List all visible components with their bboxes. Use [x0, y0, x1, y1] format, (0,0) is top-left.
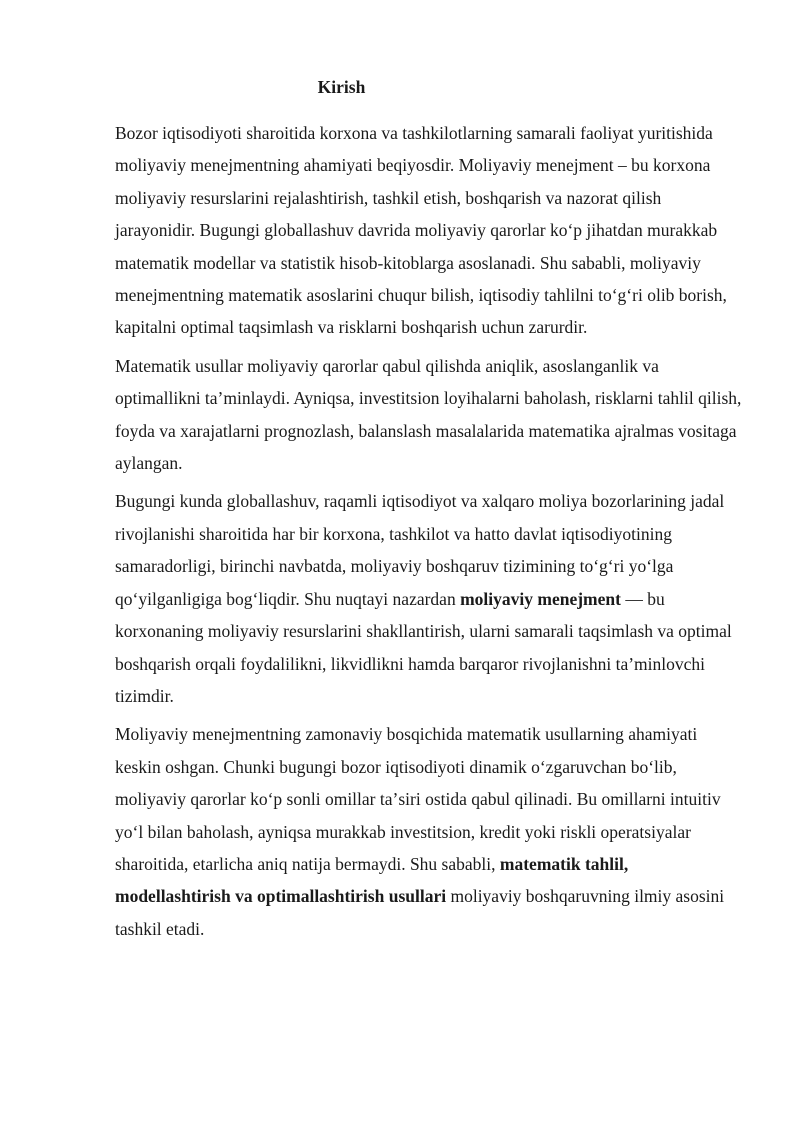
paragraph-globalization: [115, 485, 745, 712]
paragraph-text: Moliyaviy menejmentning zamonaviy bosqichida matematik usullarning ahamiyati keskin oshgan. Chunki bugungi bozor iqtisodiyoti dinamik oʻzgaruvchan boʻlib, moliyaviy qarorlar koʻp sonli omillar taʼsiri ostida qabul qilinadi. Bu omillarni intuitiv yoʻl bilan baholash, ayniqsa murakkab investitsion, kredit yoki riskli operatsiyalar sharoitida, etarlicha aniq natija bermaydi. Shu sababli,: [115, 724, 721, 874]
paragraph-text: Bugungi kunda globallashuv, raqamli iqtisodiyot va xalqaro moliya bozorlarining jadal rivojlanishi sharoitida har bir korxona, tashkilot va hatto davlat iqtisodiyotining samaradorligi, birinchi navbatda, moliyaviy boshqaruv tizimining toʻgʻri yoʻlga qoʻyilganligiga bogʻliqdir. Shu nuqtayi nazardan: [115, 491, 725, 609]
bold-term: matematik tahlil, modellashtirish va optimallashtirish usullari: [115, 853, 629, 907]
paragraph-text: Matematik usullar moliyaviy qarorlar qabul qilishda aniqlik, asoslanganlik va optimallikni taʼminlaydi. Ayniqsa, investitsion loyihalarni baholash, risklarni tahlil qilish, foyda va xarajatlarni prognozlash, balanslash masalalarida matematika ajralmas vositaga aylangan.: [115, 355, 742, 474]
document-title: Kirish: [317, 77, 366, 97]
paragraph-text: — bu korxonaning moliyaviy resurslarini shakllantirish, ularni samarali taqsimlash va optimal boshqarish orqali foydalilikni, likvidlikni hamda barqaror rivojlanishni taʼminlovchi tizimdir.: [115, 588, 732, 706]
paragraph-text: Bozor iqtisodiyoti sharoitida korxona va tashkilotlarning samarali faoliyat yuritishida moliyaviy menejmentning ahamiyati beqiyosdir. Moliyaviy menejment – bu korxona moliyaviy resurslarini rejalashtirish, tashkil etish, boshqarish va nazorat qilish jarayonidir. Bugungi globallashuv davrida moliyaviy qarorlar koʻp jihatdan murakkab matematik modellar va statistik hisob-kitoblarga asoslanadi. Shu sababli, moliyaviy menejmentning matematik asoslarini chuqur bilish, iqtisodiy tahlilni toʻgʻri olib borish, kapitalni optimal taqsimlash va risklarni boshqarish uchun zarurdir.: [115, 123, 727, 338]
paragraph-modern-stage: [115, 718, 745, 945]
paragraph-text: moliyaviy boshqaruvning ilmiy asosini tashkil etadi.: [115, 886, 725, 939]
bold-term: moliyaviy menejment: [460, 588, 621, 609]
document-body: [115, 117, 745, 951]
paragraph-methods: [115, 350, 745, 480]
paragraph-intro: [115, 117, 745, 344]
